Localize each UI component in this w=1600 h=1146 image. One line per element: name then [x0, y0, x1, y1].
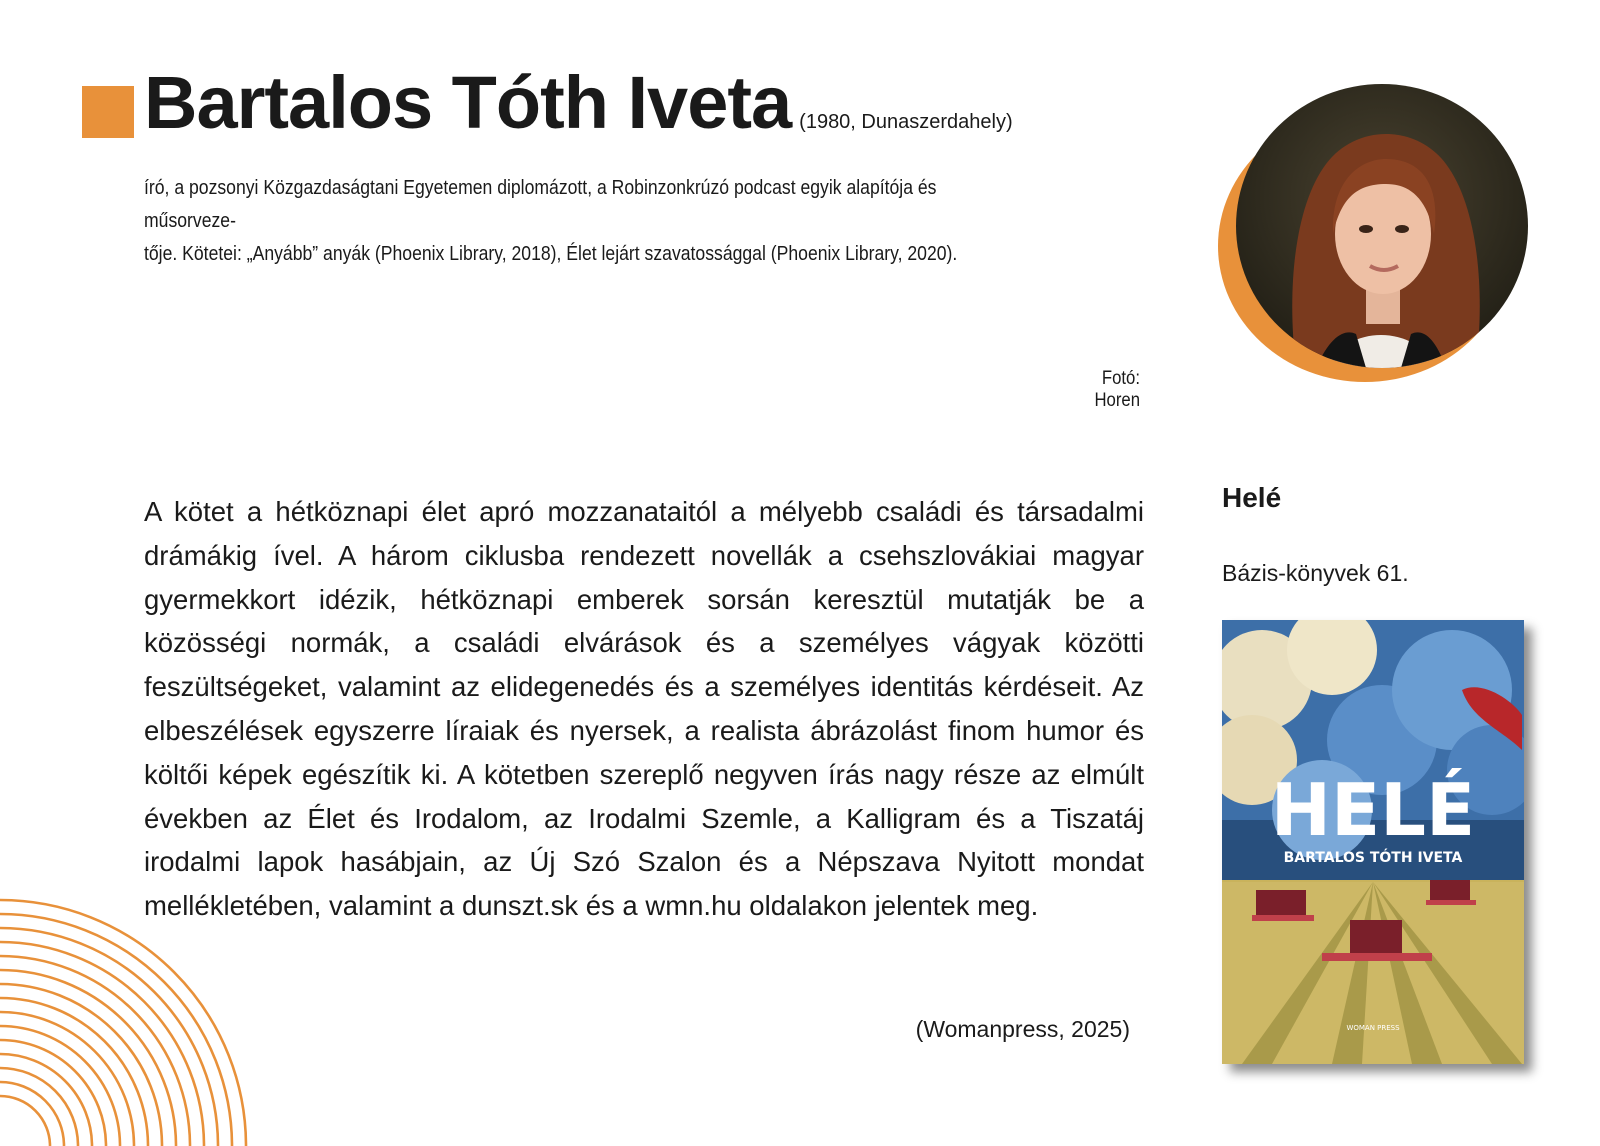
- cover-author: BARTALOS TÓTH IVETA: [1283, 850, 1463, 866]
- bio-line: tője. Kötetei: „Anyább” anyák (Phoenix Library, 2018), Élet lejárt szavatossággal (Phoenix Library, 2020).: [144, 243, 958, 265]
- author-bio: [144, 172, 1024, 271]
- cover-title: HELÉ: [1270, 768, 1476, 852]
- cover-logo: WOMAN PRESS: [1346, 1024, 1400, 1032]
- cover-illustration: [1222, 620, 1524, 1064]
- book-title: Helé: [1222, 482, 1282, 513]
- photo-credit: Fotó: Horen: [1094, 368, 1140, 411]
- accent-square: [82, 86, 134, 138]
- author-photo: [1236, 84, 1528, 368]
- title-row: [144, 61, 1013, 144]
- decorative-rings: [0, 890, 260, 1146]
- author-birth: (1980, Dunaszerdahely): [799, 111, 1013, 133]
- publisher: (Womanpress, 2025): [915, 1016, 1130, 1042]
- portrait-illustration: [1236, 84, 1528, 368]
- author-name: Bartalos Tóth Iveta: [144, 61, 792, 144]
- book-cover: [1222, 620, 1524, 1064]
- book-description: A kötet a hétköznapi élet apró mozzanataitól a mélyebb családi és társadalmi drámákig ível. A három ciklusba rendezett novellák a csehszlovákiai magyar gyermekkort idézik, hétköznapi emberek sorsán keresztül mutatják be a közösségi normák, a családi elvárások és a személyes vágyak közötti feszültségeket, valamint az elidegenedés és a személyes identitás kérdéseit. Az elbeszélések egyszerre líraiak és nyersek, a realista ábrázolást finom humor és költői képek egészítik ki. A kötetben szereplő negyven írás nagy része az elmúlt években az Élet és Irodalom, az Irodalmi Szemle, a Kalligram és a Tiszatáj irodalmi lapok hasábjain, az Új Szó Szalon és a Népszava Nyitott mondat mellékletében, valamint a dunszt.sk és a wmn.hu oldalakon jelentek meg.: [144, 496, 1144, 922]
- book-series: Bázis-könyvek 61.: [1222, 560, 1409, 586]
- bio-line: író, a pozsonyi Közgazdaságtani Egyetemen diplomázott, a Robinzonkrúzó podcast egyik alapítója és műsorveze-: [144, 177, 937, 232]
